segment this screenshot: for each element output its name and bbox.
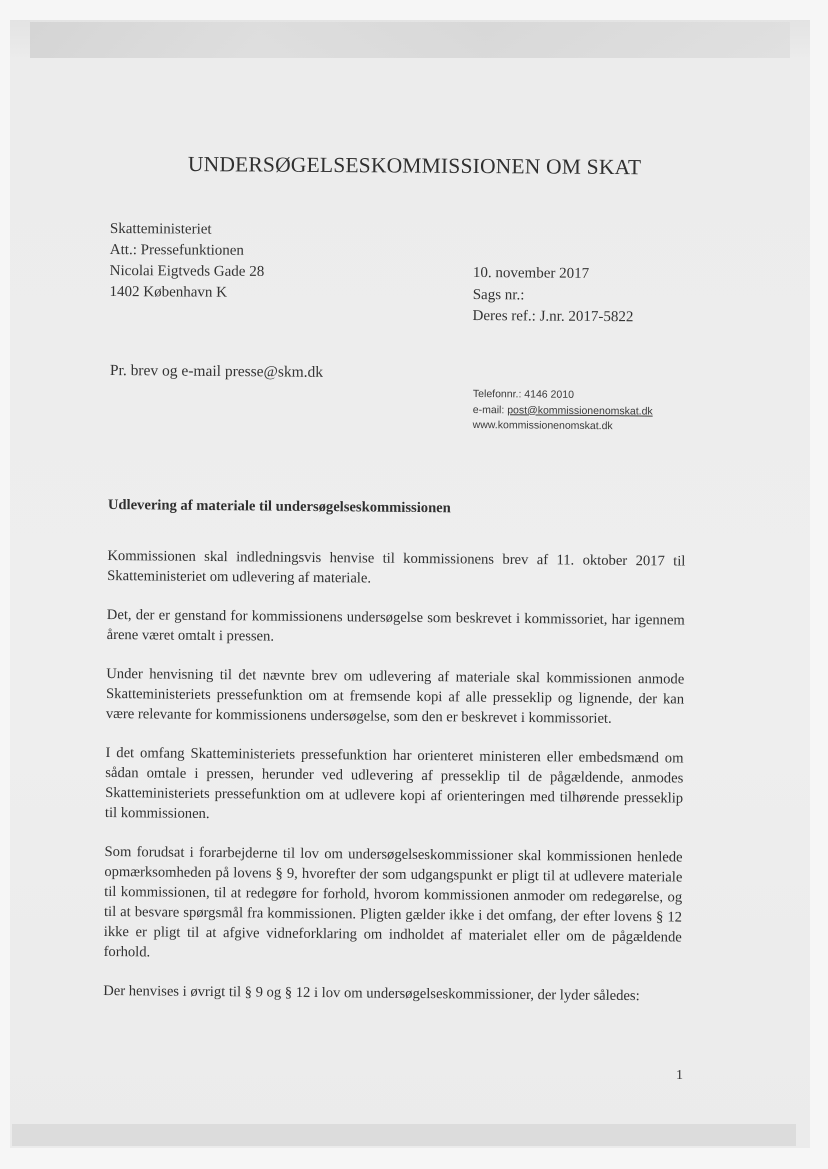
letter-body <box>103 495 686 1026</box>
reference-number: Deres ref.: J.nr. 2017-5822 <box>472 307 634 326</box>
body-paragraph: Under henvisning til det nævnte brev om udlevering af materiale skal kommissionen anmode Skatteministeriets pressefunktion om at fremsende kopi af alle presseklip og lignende, der kan være relevante for kommissionens undersøgelse, som den er beskrevet i kommissoriet. <box>105 665 685 727</box>
delivery-method: Pr. brev og e-mail presse@skm.dk <box>109 362 324 381</box>
contact-email-label: e-mail: <box>472 403 508 416</box>
contact-email-link[interactable]: post@kommissionenomskat.dk <box>507 403 653 418</box>
recipient-line: 1402 København K <box>109 283 228 301</box>
body-paragraph: I det omfang Skatteministeriets pressefunktion har orienteret ministeren eller embedsmænd om sådan omtale i pressen, herunder ved udlevering af presseklip til de pågældende, anmodes Skatteministeriets pressefunktion om at udlevere kopi af orienteringen med tilhørende presseklip til kommissionen. <box>104 744 684 822</box>
contact-website: www.kommissionenomskat.dk <box>472 418 613 433</box>
page-number: 1 <box>676 1068 683 1083</box>
contact-block <box>473 387 653 435</box>
recipient-address <box>109 219 264 304</box>
letter-date: 10. november 2017 <box>472 264 590 282</box>
recipient-line: Nicolai Eigtveds Gade 28 <box>109 262 265 280</box>
letter-meta <box>472 263 633 329</box>
body-paragraph: Det, der er genstand for kommissionens undersøgelse som beskrevet i kommissoriet, har igennem årene været omtalt i pressen. <box>106 606 685 645</box>
recipient-line: Att.: Pressefunktionen <box>109 241 245 259</box>
contact-phone: Telefonnr.: 4146 2010 <box>472 387 575 401</box>
recipient-line: Skatteministeriet <box>109 220 212 238</box>
case-number: Sags nr.: <box>472 286 525 303</box>
contact-email-row <box>473 402 653 419</box>
letter-subject: Udlevering af materiale til undersøgelseskommissionen <box>107 496 451 517</box>
body-paragraph: Som forudsat i forarbejderne til lov om undersøgelseskommissioner skal kommissionen henlede opmærksomheden på lovens § 9, hvorefter der som udgangspunkt er pligt til at udlevere materiale til kommissionen, til at redegøre for forhold, hvorom kommissionen anmoder om redegørelse, og til at besvare spørgsmål fra kommissionen. Pligten gælder ikke i det omfang, der efter lovens § 12 ikke er pligt til at afgive vidneforklaring om indholdet af materialet eller om de pågældende forhold. <box>103 843 683 961</box>
body-paragraph: Kommissionen skal indledningsvis henvise til kommissionens brev af 11. oktober 2017 til Skatteministeriet om udlevering af materiale. <box>107 547 686 587</box>
body-paragraph: Der henvises i øvrigt til § 9 og § 12 i lov om undersøgelseskommissioner, der lyder således: <box>103 982 640 1005</box>
letterhead-title: UNDERSØGELSESKOMMISSIONEN OM SKAT <box>187 152 642 180</box>
